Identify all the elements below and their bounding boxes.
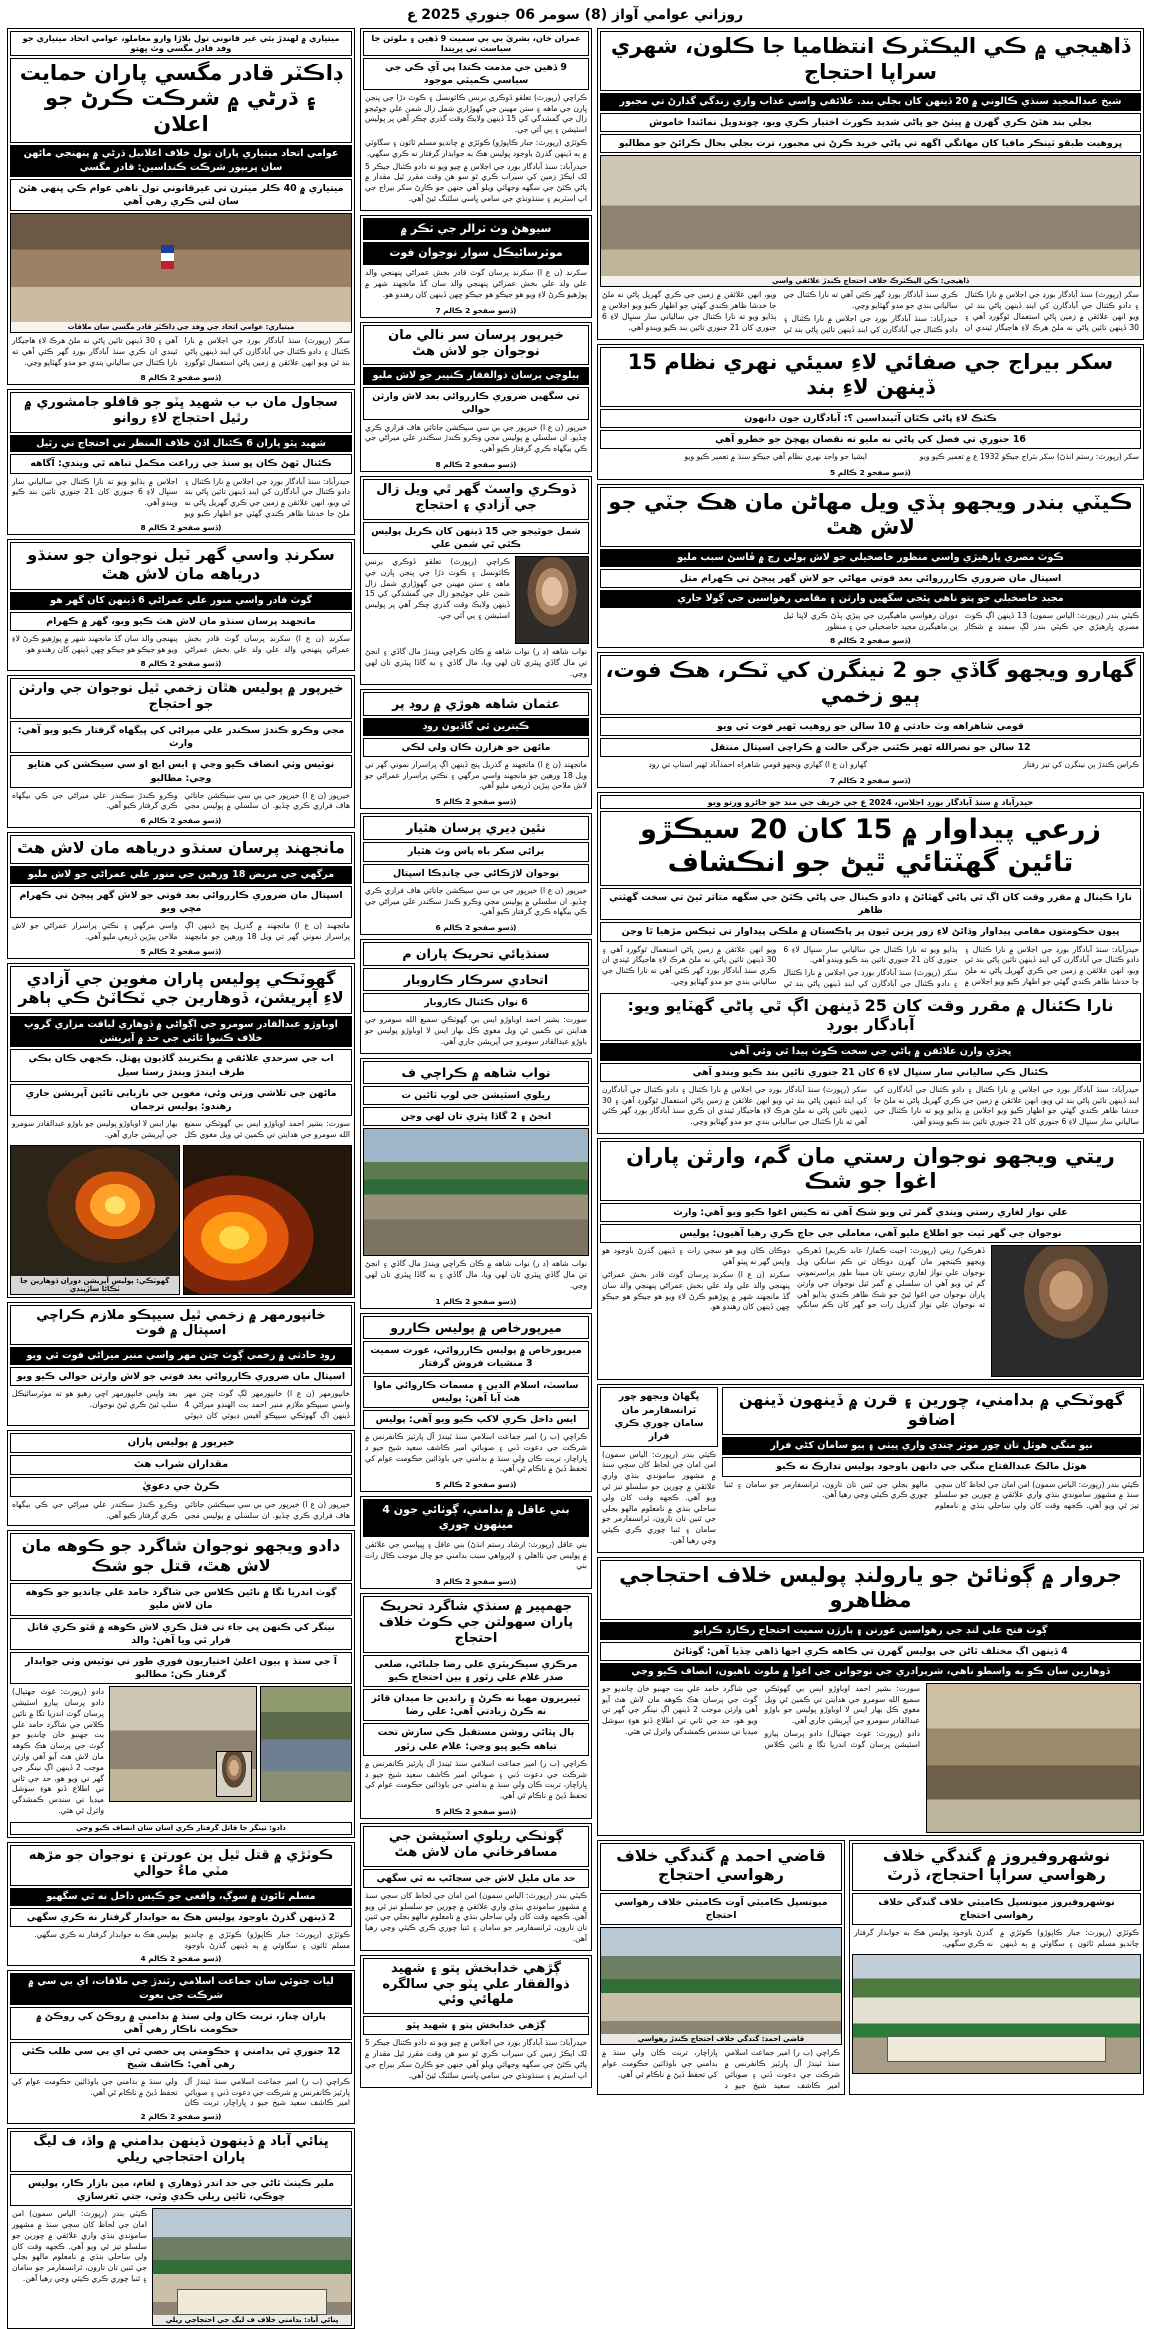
- photo-caption: قاضي احمد: گندگي خلاف احتجاج ڪندڙ رهواسي: [601, 2034, 841, 2044]
- headline: خيرپور پرسان سر نالي مان نوجوان جو لاش هٿ: [363, 325, 589, 366]
- photo-caption: ڀنائي آباد: بدامني خلاف ف ليگ جي احتجاجي ريلي: [153, 2315, 351, 2325]
- photo-caption: ميتياري: عوامي اتحاد جي وفد جي ڊاڪٽر قادر مگسي سان ملاقات: [11, 322, 351, 332]
- article-photo: [152, 2208, 352, 2326]
- article-khairpur-police-protest: [7, 675, 355, 828]
- headline: ڀنائي آباد ۾ ڏينهون ڏينهن بدامني ۾ واڌ، ف ليگ پاران احتجاجي ريلي: [10, 2131, 352, 2172]
- article-nain-dero-weapons: [360, 813, 592, 935]
- subhead-2: نوٽيس وٺي انصاف ڪيو وڃي ۽ ايس ايڇ او سي سيڪشن کي هٽايو وڃي: مطالبو: [10, 755, 352, 787]
- headline: ميرپورخاص ۾ پوليس ڪاررو: [363, 1316, 589, 1340]
- subhead-1: ڪيترين ٿي گاڏيون روڊ: [363, 718, 589, 736]
- subhead-1: اوباوڙو عبدالقادر سومرو جي اڳواڻي ۾ ڏوهاري لياقت مزاري گروپ خلاف ڪنيوا ٿائي جي حد ۾ آپريشن: [10, 1016, 352, 1048]
- article-body: خيرپور (ن ع ا) خيرپور جي بي سي سيڪشن جاتائي هاف فراري ڪري چڏيو. ان سلسلي ۾ پوليس مجي وڪرو ڪندڙ سڪندر علي ميراڻي جي ڪي بيگهاه ڪري گرفتار ڪيو آهي.: [365, 422, 587, 454]
- subhead-2: اسپتال مان ضروري ڪارروائي بعد فوتي جو لاش گهر ڀيڄڻ تي ڪهرام مچي ويو: [10, 886, 352, 918]
- article-garhi-khuda-bux: [360, 1955, 592, 2088]
- article-khairpur-liquor: [7, 1430, 355, 1527]
- jump-line: (ڏسو صفحو 2 ڪالم 2: [140, 2112, 222, 2122]
- article-jarwar-protest: [597, 1557, 1144, 1836]
- photo-row: [10, 1145, 352, 1295]
- headline: مانجهند پرسان سنڌو درياهه مان لاش هٿ: [10, 835, 352, 864]
- subhead-1: گوٽ قادر واسي منور علي عمراڻي 6 ڏينهن کان گهر هو: [10, 592, 352, 610]
- headline: ڏوڪري واسٽ گهر ٿي ويل زال جي آزادي ۽ احتجاج: [363, 479, 589, 520]
- subhead-2: اسپتال مان ضروري ڪاررروائي بعد فوتي مهاڻي جو لاش گهر ڀيڄڻ تي ڪهرام متل: [600, 569, 1141, 588]
- article-reti-missing-youth: [597, 1138, 1144, 1381]
- article-body: سکرنڊ (ن ع ا) سکرنڊ پرسان گوٽ قادر بخش عمراڻي پنهنجي والد علي ولد علي بخش عمراڻي پنهنجي والد سان گڏ مانجهند شهر ۾ پوڙهيو ڪرڻ لاءِ ويو هو جيڪو هو جيڪو ڇهن ڏينهن کان رهندو هو.: [12, 633, 350, 654]
- jump-line: (ڏسو صفحو 2 ڪالم 8: [140, 372, 222, 382]
- kicker: ميتياري ۾ لهندڙ ٻٿي غير قانوني تول ٻلاڙا وارو معاملو، عوامي اتحاد ميتياري جو وفد قادر مگسي وٽ ڀهتو: [10, 31, 352, 56]
- headline: ريتي ويجهو نوجوان رستي مان گم، وارثن پاران اغوا جو شڪ: [600, 1141, 1141, 1201]
- subhead-1: ڪٿڪ لاءِ پاڻي ڪٿان آٿينداسين ؟: آبادگارن جون دانهون: [600, 409, 1141, 428]
- headline: ڊاڪٽر قادر مگسي پاران حمايت ۽ ڌرڻي ۾ شرڪت ڪرڻ جو اعلان: [10, 58, 352, 144]
- headline: ڪوٽڙي ۾ قتل ٿيل ٻن عورتن ۽ نوجوان جو مڙهه مٽي ماءُ حوالي: [10, 1845, 352, 1886]
- subhead-1: عوامي اتحاد ميتياري پاران تول خلاف اعلانيل ڌرڻي ۾ پنهنجي مائهن سان ڀريپور شرڪت ڪنداسين: قادر مگسي: [10, 145, 352, 177]
- subhead-1: 9 ڏهين جي مذمت ڪندا پي آي ڪي جي سياسي ڪميٽي موجود: [363, 58, 589, 90]
- article-body: بني عاقل (رپورٽ: ارشاد رستم انڌڻ) بني عاقل ۽ ڀيپاسي جي علائقن ۾ پوليس جي نااهلي ۽ لاڀرواهي سبب بدامني جو چال موجب ڪال رات بني: [365, 1539, 587, 1571]
- subhead-1: ميونسپل ڪاميٽي آوت ڪاميٽي خلاف رهواسي احتجاج: [600, 1893, 842, 1925]
- article-body: دادو (رپورٽ: غوث جهتيال) دادو پرسان ٻيارو اسٽيشن پرسان گوٽ اندريا تگا ۾ نائين ڪلاس جي شاگرد حامد علي بت جهنبو خان چانديو جو گوٽ جي پرسان هڪ ڪوهه مان لاش هٿ آيو آهي وارثن موجب 2 ڏينهن اڳ نينگر جي گهر تي ويو هو، حد جي ثاني تي اطلاع ڏنو هوءِ سوشل ميڊيا تي سندس ڪمشدگي وائرل ٿي هئي.: [12, 1687, 105, 1815]
- article-dokri-missing-woman: [360, 476, 592, 685]
- headline-line-2: مقداران شراب هٿ: [10, 1455, 352, 1475]
- column-right: [597, 28, 1144, 2095]
- jump-line: (ڏسو صفحو 2 ڪالم 5: [140, 946, 222, 956]
- article-ghotki-railway-body: [360, 1823, 592, 1951]
- kicker: عمران خان، بشريٰ بي بي سميت 9 ڏهين ۽ ملوثن جا سياست تي ڀريندا: [363, 31, 589, 56]
- article-jamaat-islami-meeting: [7, 1970, 355, 2124]
- subhead-2: ڀيون حڪومتون مقامي پيداوار وڌائڻ لاءِ زور ڀرين ٿيون پر پاڪستان ۾ ملڪي پيداوار تي ٽيڪس مڙهيا ٿا وڃن: [600, 922, 1141, 941]
- headline: نوشهروفيروز ۾ گندگي خلاف رهواسي سراپا احتجاج، ڏرٽ: [852, 1843, 1141, 1891]
- subhead-1: نارا ڪينال ۾ مقرر وقت کان اڳ ٿي پاڻي گهٽائڻ ۽ دادو ڪينال جي پاڻي ڪٿڻ جي سگهه متاثر ٿيڻ تي سخت گهٽتي ظاهر: [600, 888, 1141, 920]
- subhead-2: تي سگهيں ضروري ڪارروائي بعد لاش وارثن حوالي: [363, 387, 589, 419]
- article-body: ڪراچي (ب ر) امير جماعت اسلامي سنڌ ٽيندڙ آل پارٽيز ڪانفرنس ۾ شرڪت جي دعوت ڏني ۽ صوبائي امير ڪاشف سعيد شيخ جيو ڊ ڀاراچار، تربت ڪان ولي سنڌ ۾ بدامني جي باوڌائين حڪومت عوام کي تحفظ ڏيڻ ۾ ناڪام ٿي آهي.: [602, 2048, 840, 2090]
- article-ghotki-crimes: [597, 1384, 1144, 1552]
- article-dhabeji-kelectric: [597, 28, 1144, 340]
- subhead-2: ڪئنال ٿهڻ ڪان ڀو سنڌ جي زراعت مڪمل تباهه ٿي ويندي: آگاهه: [10, 454, 352, 473]
- article-abadgar-board: [597, 792, 1144, 1134]
- article-usman-shah-road: [360, 689, 592, 809]
- article-body: حيدرآباد: سنڌ آبادگار بورڊ جي اجلاس ۾ نارا ڪئنال ۽ دادو ڪئنال جي آبادگارن کي اينڊ ڏينهن تائين پاڻي بند ٿي ويو، انهن علائقن ۾ زمين جي ڪري گهريل پاڻي نه ملڻ جا خدشا ظاهر ڪندي گهٽي جو اظهار ڪيو ويو اجلاس ۾ ٻڌايو ويو ته نارا ڪئنال جي سالياني سار سنڀال لاءِ 6 جنوري کان 21 جنوري تائين بند ڪيو ويندو آهي.: [12, 476, 350, 518]
- subhead-2: 2 ڏينهن گذرڻ باوجود پوليس هڪ به جوابدار گرفتار نه ڪري سگهي: [10, 1908, 352, 1927]
- article-qadir-magsi: [7, 28, 355, 385]
- headline: سکرنڊ واسي گهر ٽيل نوجوان جو سنڌو درياهه مان لاش هٿ: [10, 542, 352, 590]
- headline: ڪيٽي بندر ويجهو ٻڏي ويل مهاڻن مان هڪ جٽي جو لاش هٿ: [600, 487, 1141, 547]
- headline-line-1: سيوهڻ وٽ ٽرالر جي ٽڪر ۾: [363, 218, 589, 241]
- subhead-3: ڀجڙي وارن علائقن ۾ پاڻي جي سخت ڪوٽ پيدا ٿي وئي آهي: [600, 1043, 1141, 1061]
- article-gharo-accident: [597, 652, 1144, 788]
- column-middle: [360, 28, 592, 2088]
- article-body: ماتجهند (ن ع ا) ماتجهند ۾ گذريل پنج ڏينهن اڳ پراسرار نموني گهر تي ويل 18 ورهين جو مانجهند واسي مرگهي ۽ نڪتي پراسرار عمراڻي جو لاش ملاحن ٻيڙين ڏريعي مليو آهي.: [365, 759, 588, 791]
- jump-line: (ڏسو صفحو 2 ڪالم 1: [435, 1296, 517, 1306]
- subhead-3: ٻال ڀٽائي روشن مستقبل ڪي سازش تحت تباهه ڪيو ڀيو وڃي: غلام علي زٿور: [363, 1723, 589, 1755]
- subhead-1: ڪوٽ مصري ڀارهيڙي واسي منظور خاصخيلي جو لاش ٻولي رچ ۾ ڦاسڻ سبب مليو: [600, 549, 1141, 567]
- jump-line: (ڏسو صفحو 2 ڪالم 6: [140, 816, 222, 826]
- subhead-2: انجڻ ۽ 2 گاڏا ڀٽري تان لهي وڃن: [363, 1107, 589, 1126]
- flag-icon: [161, 245, 174, 269]
- subhead-1: روڊ حادثي ۾ زخمي ڳوٺ چتن مهر واسي منير ميراڻي فوت ٿي ويو: [10, 1347, 352, 1365]
- article-ghotki-police-operation: [7, 963, 355, 1298]
- subhead-1: شهيد ڀٽو ڀاران 6 ڪئنال اڏڻ خلاف المنظر تي احتجاج تي رٿيل: [10, 435, 352, 453]
- subhead-1: مرڪزي سيڪريٽري علي رضا جلباڻي، ضلعي صدر غلام علي زٿور ۽ ٻين احتجاج ڪيو: [363, 1655, 589, 1687]
- subhead-1: نوشهروفيروز ميونسپل ڪاميٽي خلاف گندگي خلاف رهواسي احتجاج: [852, 1893, 1141, 1925]
- article-body: ڪراچي (ب ر) امير جماعت اسلامي سنڌ ٽيندڙ آل پارٽيز ڪانفرنس ۾ شرڪت جي دعوت ڏني ۽ صوبائي امير ڪاشف سعيد شيخ جيو ڊ ڀاراچار، تربت ڪان ولي سنڌ ۾ بدامني جي باوڌائين حڪومت عوام کي تحفظ ڏيڻ ۾ ناڪام ٿي آهي.: [12, 2076, 350, 2108]
- article-khairpur-canal-body: [360, 322, 592, 472]
- subhead-1: شمل جوٽيجو جي 15 ڏينهن کان ڪريل پوليس ڪٿي ٿي شمن علي: [363, 522, 589, 554]
- article-photo: [852, 1954, 1141, 2074]
- article-sukkur-barrage: [597, 344, 1144, 480]
- article-body: سورت: بشير احمد اوباوڙو ايس بي گهوٽڪي سميع الله سومرو جي هدايتن تي ڪمين ٿي ويل مغوي ڪل بهار ايس لا اوباوڙو پوليس جو باوڙو عبدالقادر سومرو جي آپريشن جاري آهي. دادو (رپورٽ: غوث جهتيال) دادو پرسان ٻيارو اسٽيشن پرسان گوٽ اندريا تگا ۾ نائين ڪلاس جي شاگرد حامد علي بت جهنبو خان چانديو جو گوٽ جي پرسان هڪ ڪوهه مان لاش هٿ آيو آهي وارثن موجب 2 ڏينهن اڳ نينگر جي گهر تي ويو هو، حد جي ثاني تي اطلاع ڏنو هوءِ سوشل ميڊيا تي سندس ڪمشدگي وائرل ٿي هئي.: [602, 1683, 920, 1749]
- article-body: سکر (رپورٽ) سنڌ آبادگار بورڊ جي اجلاس ۾ نارا ڪئنال ۽ دادو ڪئنال جي آبادگارن کي اينڊ ڏينهن پاڻي بند ٿي ويو انهن علائقن ۾ زمين پاڻي استعمال ٿوگورڊ آهي ۽ 30 ڏينهن تائين پاڻي نه ملڻ هرڪ لاءِ هاجيگار ٿيندي ان ڪري سنڌ آبادگار بورڊ گهر ڪئي آهي ته نارا ڪئنال جي سالياني بندي جو مدو گهٽايو وڃي. حيدرآباد: سنڌ آبادگار بورڊ جي اجلاس ۾ نارا ڪئنال ۽ دادو ڪئنال جي آبادگارن کي اينڊ ڏينهن تائين پاڻي بند ٿي ويو، انهن علائقن ۾ زمين جي ڪري گهريل پاڻي نه ملڻ جا خدشا ظاهر ڪندي گهٽي جو اظهار ڪيو ويو اجلاس ۾ ٻڌايو ويو ته نارا ڪئنال جي سالياني سار سنڀال لاءِ 6 جنوري کان 21 جنوري تائين بند ڪيو ويندو آهي.: [602, 290, 1139, 334]
- article-qazi-ahmed-garbage: [597, 1840, 845, 2095]
- article-body: خانپورمهر (ن ع ا) خانپورمهر لڳ گوٽ چتن مهر واسي سيپڪو ملازم منير احمد بت الهنڊو ميراڻي 4 ڏينهن اڳ گهوٽڪي سيپڪو آفيس ڊيوٽي کان ديوٽي بعد واپس خانپورمهر اچي رهيو هو ته موٽرسائيڪل سلپ ٿيڻ ڪري ٿيڻ نوجوان.: [12, 1389, 350, 1420]
- subhead-1: ڳوٺ فتح علي لنڊ جي رهواسين عورتن ۽ ٻارڙن سميت احتجاج رڪارڊ ڪرايو: [600, 1622, 1141, 1640]
- article-photo: [600, 155, 1141, 287]
- article-body: سکرنڊ (ن ع ا) سکرنڊ پرسان گوٽ قادر بخش عمراڻي پنهنجي والد علي ولد علي بخش عمراڻي پنهنجي والد سان گڏ مانجهند شهر ۾ پوڙهيو ڪرڻ لاءِ ويو هو جيڪو هو جيڪو ڇهن ڏينهن کان رهندو هو.: [365, 268, 587, 299]
- headline-line-2: موٽرسائيڪل سوار نوجوان فوت: [363, 242, 589, 265]
- subhead-2: هوٽل مالڪ عبدالفتاح منگي جي دانهن باوجود پوليس تدارڪ نه ڪيو: [722, 1457, 1141, 1476]
- subhead-2: ماتجهند پرسان سنڌو مان لاش هٿ ڪيو ويو، گهر ۾ ڪهرام: [10, 612, 352, 631]
- article-manjhand-body: [7, 832, 355, 958]
- article-body: ڪراچي (رپورٽ) تعلقو ڏوڪري برنس ڪائونسل ۽ ڪوٽ دڙا جي پنجن ڀارن جي ماهه ۽ ستن مهينن جي گهوڙاري شمل زال شمن علي جوڻيجو زال جي گمشدگي کي 15 ڏينهن ولايڪ وقت گذري چڪر آهي پر پوليس اسٽيشن ۽ ٻي آئي جي.: [365, 556, 510, 620]
- protest-banner: [887, 2036, 1105, 2062]
- subhead-1: قومي شاهراهه وٽ حادثي ۾ 10 سالن جو زوهيب ٿهير فوت ٿي ويو: [600, 717, 1141, 736]
- jump-line: (ڏسو صفحو 2 ڪالم 8: [140, 522, 222, 532]
- article-body: خيرپور (ن ع ا) خيرپور جي بي سي سيڪشن جاتائي هاف فراري ڪري چڏيو. ان سلسلي ۾ پوليس مجي وڪرو ڪندڙ سڪندر علي ميراڻي جي ڪي بيگهاه ڪري گرفتار ڪيو آهي.: [365, 885, 587, 917]
- kicker: حيدرآباد ۾ سنڌ آبادگار بورڊ اجلاس، 2024 ع جي خريف جي مند جو جائزو ورتو ويو: [600, 795, 1141, 809]
- article-body: ڪيٽي بندر (رپورٽ: الياس سمون) امن امان جي لحاظ کان سڄي سنڌ ۾ مشهور سامونڊي بنڌي واري علائقي ۾ چورين جو سلسلو تيز ٿي ويو آهي. ڪجهه وقت کان ولي ساحلي بنڌي ۾ نامعلوم مالهو بجلي جي ٿنين تان تارون، ٽرانسفارمر جو سامان ۽ ٿنبا چوري ڪري ڪيئي وڃي رهيا آهن.: [724, 1479, 1139, 1511]
- page-columns: [6, 28, 1144, 2325]
- article-bani-aqil-theft: [360, 1496, 592, 1589]
- article-photo-canal: [260, 1686, 352, 1802]
- photo-caption: دادو: نينگر جا قاتل گرفتار ڪري اسان سان انصاف ڪيو وڃي: [10, 1822, 352, 1835]
- subhead-1: مرگهي جي مريض 18 ورهين جي منور علي عمراڻي جو لاش مليو: [10, 866, 352, 884]
- article-kotri-killings: [7, 1842, 355, 1966]
- headline: قاضي احمد ۾ گندگي خلاف رهواسي احتجاج: [600, 1843, 842, 1891]
- masthead-title: روزاني عوامي آواز (8) سومر 06 جنوري 2025 ع: [406, 7, 744, 23]
- subhead-1: ميرپورخاص ۾ پوليس ڪارروائي، عورت سميت 3 منشيات فروش گرفتار: [363, 1341, 589, 1373]
- subhead-2: 12 سالن جو نصرالله ٿهير ڪٿني جرگي حالت ۾ ڪراچي اسپتال منتقل: [600, 738, 1141, 757]
- article-sujawal-caravan: [7, 389, 355, 535]
- article-body: ڪراچي (ب ر) امير جماعت اسلامي سنڌ ٽيندڙ آل پارٽيز ڪانفرنس ۾ شرڪت جي دعوت ڏني ۽ صوبائي امير ڪاشف سعيد شيخ جيو ڊ ڀاراچار، تربت ڪان ولي سنڌ ۾ بدامني جي باوڌائين حڪومت عوام کي تحفظ ڏيڻ ۾ ناڪام ٿي آهي.: [365, 1432, 587, 1474]
- subhead-1: پاران چنار، تربت ڪان ولي سنڌ ۾ بدامني ۾ روڪڻ کي روڪڻ ۾ حڪومت ناڪار رهي آهي: [10, 2007, 352, 2039]
- subhead-2: ميتياري ۾ 40 ڪلر ميٽرن تي غيرقانوني تول ناهي عوام ڪي ڀنهي هٿڻ سان لتي ڪري رهي آهي: [10, 179, 352, 211]
- subhead-2: 6 نوان ڪئنال ڪاروبار: [363, 993, 589, 1012]
- subhead-2: مائهن جو هزارن ڪان ولي لڪي: [363, 738, 589, 757]
- subhead-1: شيخ عبدالمجيد سنڌي ڪالوني ۾ 20 ڏينهن کان بجلي بند. علائقي واسي عذاب واري زندگي گذارڻ تي مجبور: [600, 93, 1141, 111]
- subhead-2: 12 جنوري ٿي بدامني ۽ حڪومتي ڀي حصي ٿي اي بي سي طلب ڪٿي رهي آهي: ڪاشف شيخ: [10, 2042, 352, 2074]
- jump-line: (ڏسو صفحو 2 ڪالم 5: [435, 1806, 517, 1816]
- headline: خيرپور ۾ پوليس هٿان زخمي ٿيل نوجوان جي وارثن جو احتجاج: [10, 678, 352, 719]
- jump-line: (ڏسو صفحو 2 ڪالم 4: [140, 1954, 222, 1964]
- photo-caption: گهوٽڪي: پوليس آپريشن دوران ڏوهارين جا ٽڪاڻا ساڙيندي: [11, 1276, 179, 1294]
- article-body: سورت: بشير احمد اوباوڙو ايس بي گهوٽڪي سميع الله سومرو جي هدايتن تي ڪمين ٿي ويل مغوي ڪل بهار ايس لا اوباوڙو پوليس جو باوڙو عبدالقادر سومرو جي آپريشن جاري آهي.: [365, 1015, 587, 1046]
- article-photo-relatives: [109, 1686, 257, 1802]
- subhead-2: 4 ڏينهن اڳ مختلف ٿاڻن جي پوليس گهرن تي ڪاهه ڪري اجها ڏاهي چڏيا آهن: ڳوٺائڻ: [600, 1642, 1141, 1661]
- headline: گهارو ويجهو گاڏي جو 2 نينگرن کي ٽڪر، هڪ فوت، ٻيو زخمي: [600, 655, 1141, 715]
- article-body: ڪراچي (ب ر) امير جماعت اسلامي سنڌ ٽيندڙ آل پارٽيز ڪانفرنس ۾ شرڪت جي دعوت ڏني ۽ صوبائي امير ڪاشف سعيد شيخ جيو ڊ ڀاراچار، تربت ڪان ولي سنڌ ۾ بدامني جي باوڌائين حڪومت عوام کي تحفظ ڏيڻ ۾ ناڪام ٿي آهي.: [365, 1758, 587, 1801]
- headline: عثمان شاهه هوڙي ۾ روڊ پر: [363, 692, 589, 716]
- subhead-3: ايس داخل ڪري لاکپ ڪيو ويو آهي: پوليس: [363, 1410, 589, 1429]
- article-body: ڪيٽي بندر (رپورٽ: الياس سمون) امن امان جي لحاظ کان سڄي سنڌ ۾ مشهور سامونڊي بنڌي واري علائقي ۾ چورين جو سلسلو تيز ٿي ويو آهي. ڪجهه وقت کان ولي ساحلي بنڌي ۾ نامعلوم مالهو بجلي جي ٿنين تان تارون، ٽرانسفارمر جو سامان ۽ ٿنبا چوري ڪري ڪيئي وڃي رهيا آهن.: [365, 1890, 587, 1943]
- article-photo: [991, 1245, 1141, 1377]
- article-body: سورت: بشير احمد اوباوڙو ايس بي گهوٽڪي سميع الله سومرو جي هدايتن تي ڪمين ٿي ويل مغوي ڪل بهار ايس لا اوباوڙو پوليس جو باوڙو عبدالقادر سومرو جي آپريشن جاري آهي.: [12, 1119, 350, 1139]
- article-body: خيرپور (ن ع ا) خيرپور جي بي سي سيڪشن جاتائي هاف فراري ڪري چڏيو. ان سلسلي ۾ پوليس مجي وڪرو ڪندڙ سڪندر علي ميراڻي جي ڪي بيگهاه ڪري گرفتار ڪيو آهي.: [12, 1499, 350, 1520]
- subhead-2: نوجوان جي گهر ٽيٺ جو اطلاع مليو آهي، معاملي جي جاچ ڪري رهيا آهيون: پوليس: [600, 1224, 1141, 1243]
- article-photo: [600, 1927, 842, 2045]
- article-body-2: حيدرآباد: سنڌ آبادگار بورڊ جي اجلاس ۾ نارا ڪئنال ۽ دادو ڪئنال جي آبادگارن کي اينڊ ڏينهن تائين پاڻي بند ٿي ويو، انهن علائقن ۾ زمين جي ڪري گهريل پاڻي نه ملڻ جا خدشا ظاهر ڪندي گهٽي جو اظهار ڪيو ويو اجلاس ۾ ٻڌايو ويو ته نارا ڪئنال جي سالياني سار سنڀال لاءِ 6 جنوري کان 21 جنوري تائين بند ڪيو ويندو آهي. سکر (رپورٽ) سنڌ آبادگار بورڊ جي اجلاس ۾ نارا ڪئنال ۽ دادو ڪئنال جي آبادگارن کي اينڊ ڏينهن پاڻي بند ٿي ويو انهن علائقن ۾ زمين پاڻي استعمال ٿوگورڊ آهي ۽ 30 ڏينهن تائين پاڻي نه ملڻ هرڪ لاءِ هاجيگار ٿيندي ان ڪري سنڌ آبادگار بورڊ گهر ڪئي آهي ته نارا ڪئنال جي سالياني بندي جو مدو گهٽايو وڃي.: [602, 1084, 1139, 1127]
- subhead-1: اتحادي سرڪار ڪاروبار: [363, 968, 589, 992]
- subhead-3: آ جي سنڌ ۽ ٻيون اعليٰ اختياريون فوري طور تي نوٽيس وٺي جوابدار گرفتار ڪن: مطالبو: [10, 1652, 352, 1684]
- article-body: ڪوٽڙي (رپورٽ: جبار ڪاپوڙو) ڪوٽڙي ۾ چانديو مسلم ٽائون ۽ سگاوٽي ۾ ٻه ڏينهن گذرڻ باوجود پوليس هڪ به جوابدار گرفتار نه ڪري سگهي.: [34, 1929, 350, 1950]
- article-body: نواب شاهه (د ر) نواب شاهه ۾ ڪان ڪراچي ويندڙ مال گاڏي ۽ انجڻ تي مال گاڏي ڀيٽري ٽان لهي ويا، مال گاڏي ۽ به گاڏا ڀيٽري تان لهي وڃي.: [365, 1259, 587, 1290]
- article-photo: [363, 1128, 589, 1256]
- jump-line: (ڏسو صفحو 2 ڪالم 6: [435, 923, 517, 933]
- headline: ڳوٺڪي ريلوي اسٽيشن جي مسافرخاني مان لاش هٿ: [363, 1826, 589, 1867]
- jump-line: (ڏسو صفحو 2 ڪالم 8: [435, 459, 517, 469]
- article-bhanai-abad-rally: [7, 2128, 355, 2329]
- headline: سنڌيائي تحريڪ پاران م: [363, 942, 589, 966]
- subhead-1: ڳوٺ اندريا تگا ۾ نائين ڪلاس جي شاگرد حامد علي چانديو جو ڪوهه مان لاش مليو: [10, 1583, 352, 1615]
- article-dadu-student-body: [7, 1530, 355, 1838]
- headline: گهوٽڪي پوليس پاران مغوين جي آزادي لاءِ آپريشن، ڏوهارين جي ٽڪاٽڻ ڪي ٻاهر: [10, 966, 352, 1014]
- article-body: ماتجهند (ن ع ا) ماتجهند ۾ گذريل پنج ڏينهن اڳ پراسرار نموني گهر تي ويل 18 ورهين جو مانجهند واسي مرگهي ۽ نڪتي پراسرار عمراڻي جو لاش ملاحن ٻيڙين ڏريعي مليو آهي.: [12, 921, 350, 941]
- subhead-1: حد مان مليل لاش جي سڃاڻپ نه ٿي سگهي: [363, 1869, 589, 1888]
- headline: سکر بيراج جي صفائي لاءِ سيئي نهري نظام 15 ڏينهن لاءِ بند: [600, 347, 1141, 407]
- article-body: ڪيٽي بندر (رپورٽ: الياس سمون) 13 ڏينهن اڳ ڪوٽ مصري ڀارهيڙي جي ڪيٽي بندر لڳ سمنڊ ۾ شڪار دوران رهواسي ماهيگيرن جي ٻيڙي ٻڏڻ ڪري لاپتا ٿيل ٻن ماهيگيرن مجيد خاصخيلي جي ۽ منظور: [783, 611, 1140, 631]
- article-body: سکر (رپورٽ) سنڌ آبادگار بورڊ جي اجلاس ۾ نارا ڪئنال ۽ دادو ڪئنال جي آبادگارن کي اينڊ ڏينهن پاڻي بند ٿي ويو انهن علائقن ۾ زمين پاڻي استعمال ٿوگورڊ آهي ۽ 30 ڏينهن تائين پاڻي نه ملڻ هرڪ لاءِ هاجيگار ٿيندي ان ڪري سنڌ آبادگار بورڊ گهر ڪئي آهي ته نارا ڪئنال جي سالياني بندي جو مدو گهٽايو وڃي.: [12, 336, 350, 368]
- subhead-3: ڀروهيت طبقو ٽينڪر مافيا کان مهانگي اگهه تي پاڻي خريد ڪرڻ تي مجبور، ترت بجلي بحال ڪرائڻ جو مطالبو: [600, 134, 1141, 153]
- jump-line: (ڏسو صفحو 2 ڪالم 5: [435, 1480, 517, 1490]
- subhead-2: نوجوان لاڙڪاڻي جي چانڊڪا اسپتال: [363, 864, 589, 883]
- jump-line: (ڏسو صفحو 2 ڪالم 7: [830, 775, 911, 785]
- subhead-1: مسلم ٽائون ۾ سوڳ، واقعي جو ڪيس داخل نه ٿي سگهيو: [10, 1888, 352, 1906]
- subhead-3: ڏوهارين سان ڪو به واسطو ناهي، شرٻرادري جي نوجوانن جي اغوا ۾ ملوث ناهيون، انصاف ڪيو وڃي: [600, 1663, 1141, 1681]
- article-mirpurkhas-police: [360, 1313, 592, 1492]
- article-body: خيرپور (ن ع ا) خيرپور جي بي سي سيڪشن جاتائي هاف فراري ڪري چڏيو. ان سلسلي ۾ پوليس مجي وڪرو ڪندڙ سڪندر علي ميراڻي جي ڪي بيگهاه ڪري گرفتار ڪيو آهي.: [12, 790, 350, 811]
- headline: گهوٽڪي ۾ بدامني، چورين ۽ قرن ۾ ڏينهون ڏينهن اضافو: [722, 1387, 1141, 1435]
- headline: ڳڙهي خدابخش پتو ۽ شهيد ذوالفقار علي ڀٽو جي سالگره ملهائي وئي: [363, 1958, 589, 2015]
- subhead-2: نينگر کي ڪنهن ڀي جاء تي قتل ڪري لاش ڪوهه ۾ ڦٽو ڪري قاتل فرار ٿي ويا آهن: والد: [10, 1618, 352, 1650]
- headline: جروار ۾ ڳوٺائڻ جو يارولنڊ پوليس خلاف احتجاجي مظاهرو: [600, 1560, 1141, 1620]
- article-body: سکر (رپورٽ: رستم انڌڻ) سکر بئراج جيڪو 1932 ع ۾ تعمير ڪيو ويو ايشيا جو واحد نهري نظام آهي جيڪو سنڌ ۾ تعمير ڪيو ويو: [684, 452, 1139, 462]
- article-jhimpir-student-protest: [360, 1593, 592, 1819]
- article-body: ڪراس ڪندڙ ٻن نينگرن کي تيز رفتار گهارو (ن ع ا) گهاري ويجهو قومي شاهراه احمدآباد ٿهير استاپ تي روڊ: [648, 760, 1139, 770]
- subhead-3: مائهن جي تلاشي ورتي وئي، مغوين جي بازيابي تائين آپريشن جاري رهندو: پوليس ترجمان: [10, 1084, 352, 1116]
- subhead-2: اب جي سرحدي علائقي ۾ بڪترينڊ گاڏيون ڀهتل. ڪجهي ڪان بڪي طرف ايندڙ ويندڙ رستا سيل: [10, 1049, 352, 1081]
- article-naushahroferoz-garbage: [849, 1840, 1144, 2095]
- jump-line: (ڏسو صفحو 2 ڪالم 8: [140, 659, 222, 669]
- headline: نواب شاهه ۾ ڪراچي ف: [363, 1061, 589, 1085]
- subhead-1: علي نواز لغاري رستي ويندي گمر ٿي ويو شڪ آهي ته ڪيس اغوا ڪيو ويو آهي: وارث: [600, 1203, 1141, 1222]
- article-body: ڏهرڪي/ ريتي (رپورٽ: اجيت ڪمار/ عابد ڪريم) ڏهرڪي ويجهو ڪينجهر مان گهرن دوڪان تي ڪم سانگي ويل نوجوان علي نواز لغاري رستي تان مبينا طور پراسرنموني گم ٿي ويو آهي ان سلسلي ۾ گمر ٿيل نوجوان جي وارثن پاران نوجوان جي اغوا ٿيڻ جو شڪ ظاهر ڪندي ٻڌايو آهي ته نوجوان علي نواز گذريل رات جو گهر کان ڪم سانگي دوڪان ڪان ويو هو سجي رات ۽ ڏينهن گذرڻ باوجود هو واپس گهر نه ڀيٺو آهي سکرنڊ (ن ع ا) سکرنڊ پرسان گوٽ قادر بخش عمراڻي پنهنجي والد علي ولد علي بخش عمراڻي پنهنجي والد سان گڏ مانجهند شهر ۾ پوڙهيو ڪرڻ لاءِ ويو هو جيڪو هو جيڪو ڇهن ڏينهن کان رهندو هو.: [602, 1246, 985, 1312]
- article-body: ڪوٽڙي (رپورٽ: جبار ڪاپوڙو) ڪوٽڙي ۾ چانديو مسلم ٽائون ۽ سگاوٽي ۾ ٻه ڏينهن گذرڻ باوجود پوليس هڪ به جوابدار گرفتار نه ڪري سگهي.: [854, 1928, 1139, 1948]
- subhead-1: نيو منگي هوٽل تان چور موٽر چندي واري ڀيٺي ۽ ٻيو سامان کڻي فرار: [722, 1437, 1141, 1455]
- article-photo-fire-right: [10, 1145, 180, 1295]
- subhead-2: ساسٽ، اسلام الدين ۽ مسمات ڪاروائي ماوا هٿ آبا آهن: پوليس: [363, 1376, 589, 1408]
- headline-line-3: ڪرڻ جي دعويٰ: [10, 1477, 352, 1497]
- article-body: حيدرآباد: سنڌ آبادگار بورڊ جي اجلاس ۾ نارا ڪئنال ۽ دادو ڪئنال جي آبادگارن کي اينڊ ڏينهن تائين پاڻي بند ٿي ويو، انهن علائقن ۾ زمين جي ڪري گهريل پاڻي نه ملڻ جا خدشا ظاهر ڪندي گهٽي جو اظهار ڪيو ويو اجلاس ۾ ٻڌايو ويو ته نارا ڪئنال جي سالياني سار سنڀال لاءِ 6 جنوري کان 21 جنوري تائين بند ڪيو ويندو آهي. سکر (رپورٽ) سنڌ آبادگار بورڊ جي اجلاس ۾ نارا ڪئنال ۽ دادو ڪئنال جي آبادگارن کي اينڊ ڏينهن پاڻي بند ٿي ويو انهن علائقن ۾ زمين پاڻي استعمال ٿوگورڊ آهي ۽ 30 ڏينهن تائين پاڻي نه ملڻ هرڪ لاءِ هاجيگار ٿيندي ان ڪري سنڌ آبادگار بورڊ گهر ڪئي آهي ته نارا ڪئنال جي سالياني بندي جو مدو گهٽايو وڃي.: [602, 944, 1139, 988]
- jump-line: (ڏسو صفحو 2 ڪالم 5: [830, 467, 911, 477]
- article-imran-khan-note: [360, 28, 592, 211]
- side-headline: ڀگهاڻ ويجهو چور ٽرانسفارمر مان سامان چوري ڪري فرار: [600, 1387, 718, 1446]
- article-body: حيدرآباد: سنڌ آبادگار بورڊ جي اجلاس ۾ چيو ويو ته دادو ڪئنال جيڪر 5 لک ايڪڙ زمين کي سيراب ڪري ٿو سو هن وقت مقرر ٿيل مقدار ۾ پاڻي ڪٿڻ جي سگهه وجھائي ويلو آهي جنهن جو ڪارڻ سکر بيراج جي اپ اسٽريم ۽ سنڌونڌي جي سامي ڀاسي سلٽنگ ٿيڻ آهي.: [365, 2038, 587, 2080]
- article-photo: [926, 1683, 1141, 1833]
- headline: زرعي پيداوار ۾ 15 کان 20 سيڪڙو تائين گهٽتائي ٿيڻ جو انڪشاف: [600, 811, 1141, 886]
- headline: بني عاقل ۾ بدامني، ڳوٺائي جون 4 مينهون چوري: [363, 1499, 589, 1537]
- jump-line: (ڏسو صفحو 2 ڪالم 7: [435, 305, 517, 315]
- secondary-headline: نارا ڪئنال ۾ مقرر وقت کان 25 ڏينهن اڳ ٿي پاڻي گهٽايو ويو: آبادگار بورڊ: [600, 993, 1141, 1041]
- side-body: ڪيٽي بندر (رپورٽ: الياس سمون) امن امان جي لحاظ کان سڄي سنڌ ۾ مشهور سامونڊي بنڌي واري علائقي ۾ چورين جو سلسلو تيز ٿي ويو آهي. ڪجهه وقت کان ولي ساحلي بنڌي ۾ نامعلوم مالهو بجلي جي ٿنين تان تارون، ٽرانسفارمر جو سامان ۽ ٿنبا چوري ڪري ڪيئي وڃي رهيا آهن.: [602, 1449, 716, 1545]
- article-sindhyani-tehreek: [360, 939, 592, 1054]
- photo-caption: ڏاهيجي: ڪي اليڪٽرڪ خلاف احتجاج ڪندڙ علائقي واسي: [601, 276, 1140, 286]
- headline: دادو ويجهو نوجوان شاگرد جو ڪوهه مان لاش هٿ، قتل جو شڪ: [10, 1533, 352, 1581]
- jump-line: (ڏسو صفحو 2 ڪالم 3: [435, 1577, 517, 1587]
- subhead-4: ڪئنال ڪي سالياني سار سنڀال لاءِ 6 کان 21 جنوري تائين بند ڪيو ويندو آهي: [600, 1063, 1141, 1082]
- protest-banner: [177, 2289, 327, 2315]
- headline: ڏاهيجي ۾ ڪي اليڪٽرڪ انتظاميا جا ڪلون، شهري سراپا احتجاج: [600, 31, 1141, 91]
- jump-line: (ڏسو صفحو 2 ڪالم 8: [830, 635, 911, 645]
- subhead-1: ڳڙهي خدابخش پتو ۽ شهيد ڀٽو: [363, 2016, 589, 2035]
- headline-line-1: خيرپور ۾ پوليس پاران: [10, 1433, 352, 1453]
- headline: ليات جتوئي سان جماعت اسلامي رٿندڙ جي ملاقات، اي بي سي ۾ شرڪت جي ٻعوت: [10, 1973, 352, 2005]
- article-keti-bandar: [597, 484, 1144, 648]
- subhead-1: برائي سکر باه پاس وٽ هٿيار: [363, 842, 589, 862]
- article-photo-fire-left: [183, 1145, 353, 1295]
- article-nawabshah-train: [360, 1058, 592, 1309]
- article-photo: [10, 213, 352, 333]
- article-sakrand-body: [7, 539, 355, 672]
- article-khanpur-mehar-death: [7, 1302, 355, 1426]
- headline: نئين ڊيري پرسان هٿيار: [363, 816, 589, 840]
- column-left: [7, 28, 355, 2329]
- subhead-1: ملير ڪينٽ ٿاڻي جي حد اندر ڏوهاري ۽ لغام، مين بازار ڪار، پوليس چوڪي، ٽائين ريلي ڪڍي وٿي، جتي ٽغرسازي: [10, 2174, 352, 2206]
- subhead-3: مجيد خاصخيلي جو پتو ناهي ڀئجي سگهيں وارثن ۽ مقامي رهواسين جي ڳولا جاري: [600, 590, 1141, 608]
- subhead-1: ٻيلوڇي پرسان ذوالفقار ڪنڀير جو لاش مليو: [363, 367, 589, 385]
- subhead-2: ٽيبريرون مهيا نه ڪرڻ ۽ راندين جا ميدان قائر نه ڪرڻ زيادتي آهي: علي رضا: [363, 1689, 589, 1721]
- subhead-2: اسپتال مان ضروري ڪارروائي بعد فوتي جو لاش وارثن حوالي ڪيو ويو: [10, 1367, 352, 1386]
- article-photo: [515, 556, 589, 644]
- subhead-1: ريلوي اسٽيشن جي لوپ ٽائين ت: [363, 1086, 589, 1105]
- article-body-cont: نواب شاهه (د ر) نواب شاهه ۾ ڪان ڪراچي ويندڙ مال گاڏي ۽ انجڻ تي مال گاڏي ڀيٽري ٽان لهي ويا، مال گاڏي ۽ به گاڏا ڀيٽري تان لهي وڃي.: [365, 646, 587, 678]
- jump-line: (ڏسو صفحو 2 ڪالم 5: [435, 797, 517, 807]
- article-body: ڪراچي (رپورٽ) تعلقو ڏوڪري برنس ڪائونسل ۽ ڪوٽ دڙا جي پنجن ڀارن جي ماهه ۽ ستن مهينن جي گهوڙاري شمل زال شمن علي جوڻيجو زال جي گمشدگي کي 15 ڏينهن ولايڪ وقت گذري چڪر آهي پر پوليس اسٽيشن ۽ ٻي آئي جي. ڪوٽڙي (رپورٽ: جبار ڪاپوڙو) ڪوٽڙي ۾ چانديو مسلم ٽائون ۽ سگاوٽي ۾ ٻه ڏينهن گذرڻ باوجود پوليس هڪ به جوابدار گرفتار نه ڪري سگهي. حيدرآباد: سنڌ آبادگار بورڊ جي اجلاس ۾ چيو ويو ته دادو ڪئنال جيڪر 5 لک ايڪڙ زمين کي سيراب ڪري ٿو سو هن وقت مقرر ٿيل مقدار ۾ پاڻي ڪٿڻ جي سگهه وجھائي ويلو آهي جنهن جو ڪارڻ سکر بيراج جي اپ اسٽريم ۽ سنڌونڌي جي سامي ڀاسي سلٽنگ ٿيڻ آهي.: [365, 92, 587, 203]
- victim-inset-photo: [216, 1751, 252, 1797]
- subhead-2: 16 جنوري تي فصل کي پاڻي نه مليو ته نقصان پهچڻ جو خطرو آهي: [600, 430, 1141, 449]
- subhead-2: بجلي بند هٿڻ ڪري گهرن ۾ ڀيٺڻ جو پاڻي شديد ڪورٽ اختيار ڪري ويو، چوندويل نمائندا خاموش: [600, 113, 1141, 132]
- headline: سجاول مان ب ب شهيد ڀٽو جو قافلو جامشوري ۾ رٿيل احتجاج لاءِ روانو: [10, 392, 352, 433]
- article-body: ڪيٽي بندر (رپورٽ: الياس سمون) امن امان جي لحاظ کان سڄي سنڌ ۾ مشهور سامونڊي بنڌي واري علائقي ۾ چورين جو سلسلو تيز ٿي ويو آهي. ڪجهه وقت کان ولي ساحلي بنڌي ۾ نامعلوم مالهو بجلي جي ٿنين تان تارون، ٽرانسفارمر جو سامان ۽ ٿنبا چوري ڪري ڪيئي وڃي رهيا آهن.: [12, 2209, 147, 2283]
- headline: جهمپير ۾ سنڌي شاگرد تحريڪ پاران سهولتن جي ڪوٽ خلاف احتجاج: [363, 1596, 589, 1653]
- headline: خانپورمهر ۾ زخمي ٿيل سيپڪو ملازم ڪراچي اسپتال ۾ فوت: [10, 1305, 352, 1346]
- article-sehwan-trailer: [360, 215, 592, 318]
- subhead-1: مجي وڪرو ڪندڙ سڪندر علي ميراڻي کي ڀيگهاه گرفتار ڪيو ويو آهي: وارث: [10, 721, 352, 753]
